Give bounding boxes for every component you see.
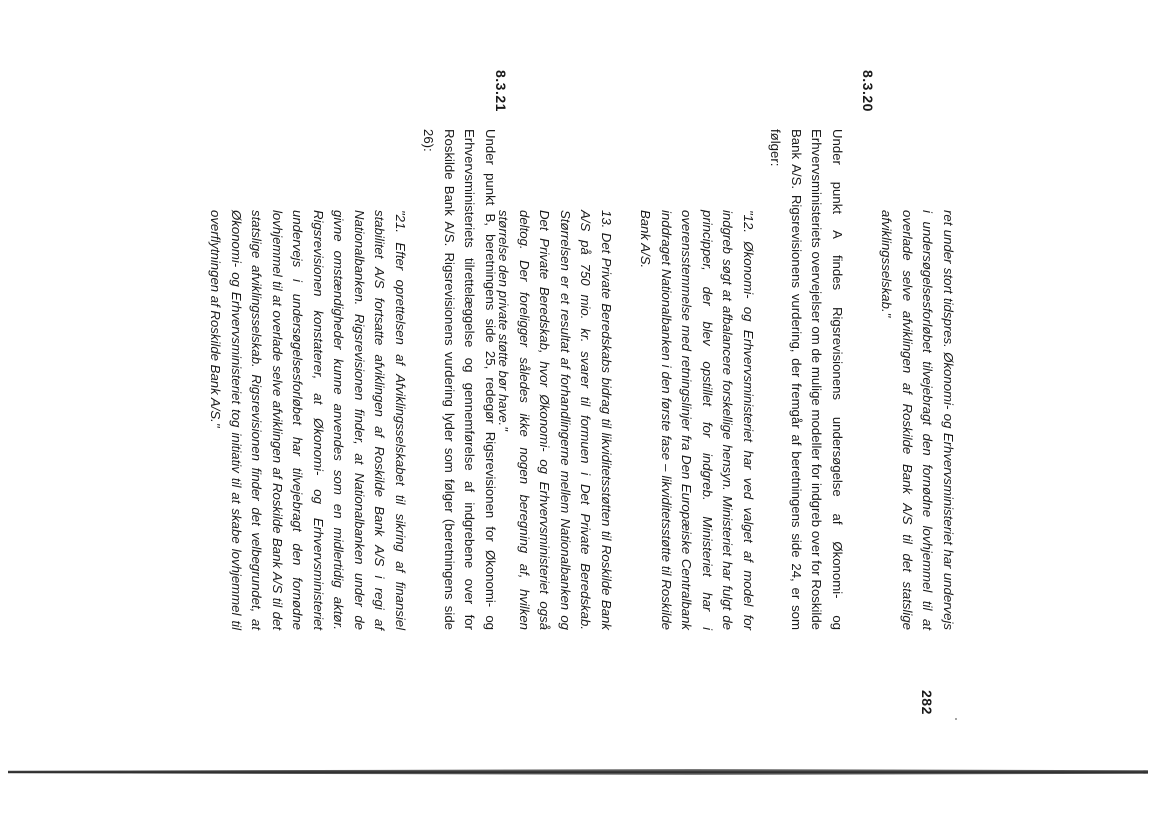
paragraph-quote-12: "12. Økonomi- og Erhvervsministeriet har ved valget af model for indgreb søgt at afbalancere forskellige hensyn. Ministeriet har fulgt de principper, der blev opstillet for indgreb. Ministeriet har i overensstemmelse med retningslinjer fra Den Europæiske Centralbank inddraget Nationalbanken i den første fase – likviditetsstøtte til Roskilde Bank A/S. xyxy=(638,210,756,630)
paragraph-quote-21: "21. Efter oprettelsen af Afviklingsselskabet til sikring af finansiel stabilitet A/S fortsatte afviklingen af Roskilde Bank A/S i regi af Nationalbanken. Rigsrevisionen finder, at Nationalbanken under de givne omstændigheder kunne anvendes som en midlertidig aktør. Rigsrevisionen konstaterer, at Økonomi- og Erhvervsministeriet undervejs i undersøgelsesforløbet har tilvejebragt den fornødne lovhjemmel til at overlade selve afviklingen af Roskilde Bank A/S til det statslige afviklingsselskab. Rigsrevisionen finder det velbegrundet, at Økonomi- og Erhvervsministeriet tog initiativ til at skabe lovhjemmel til overflytningen af Roskilde Bank A/S." xyxy=(208,210,408,630)
page-number: 282 xyxy=(919,690,935,715)
scan-speck xyxy=(955,718,957,720)
scan-edge-shadow xyxy=(8,769,1148,775)
paragraph-quote-13: 13. Det Private Beredskabs bidrag til likviditetsstøtten til Roskilde Bank A/S på 750 mio. kr. svarer til formuen i Det Private Beredskab. Størrelsen er et resultat af forhandlingerne mellem Nationalbanken og Det Private Beredskab, hvor Økonomi- og Erhvervsministeriet også deltog. Der foreligger således ikke nogen beregning af, hvilken størrelse den private støtte bør have." xyxy=(496,210,614,630)
section-number-8-3-21: 8.3.21 xyxy=(493,70,509,112)
paragraph-point-b: Under punkt B, beretningens side 25, redegør Rigsrevisionen for Økonomi- og Erhvervsministeriets tilrettelæggelse og gennemførelse af indgrebene over for Roskilde Bank A/S. Rigsrevisionens vurdering lyder som følger (beretningens side 26): xyxy=(421,129,498,630)
paragraph-point-a: Under punkt A findes Rigsrevisionens undersøgelse af Økonomi- og Erhvervsministeriets overvejelser om de mulige modeller for indgreb over for Roskilde Bank A/S. Rigsrevisionens vurdering, der fremgår af beretningens side 24, er som følger: xyxy=(768,129,845,630)
section-number-8-3-20: 8.3.20 xyxy=(860,70,876,112)
paragraph-continued-quote: ret under stort tidspres. Økonomi- og Erhvervsministeriet har undervejs i undersøgelsesforløbet tilvejebragt den fornødne lovhjemmel til at overlade selve afviklingen af Roskilde Bank A/S til det statslige afviklingsselskab." xyxy=(879,210,956,630)
